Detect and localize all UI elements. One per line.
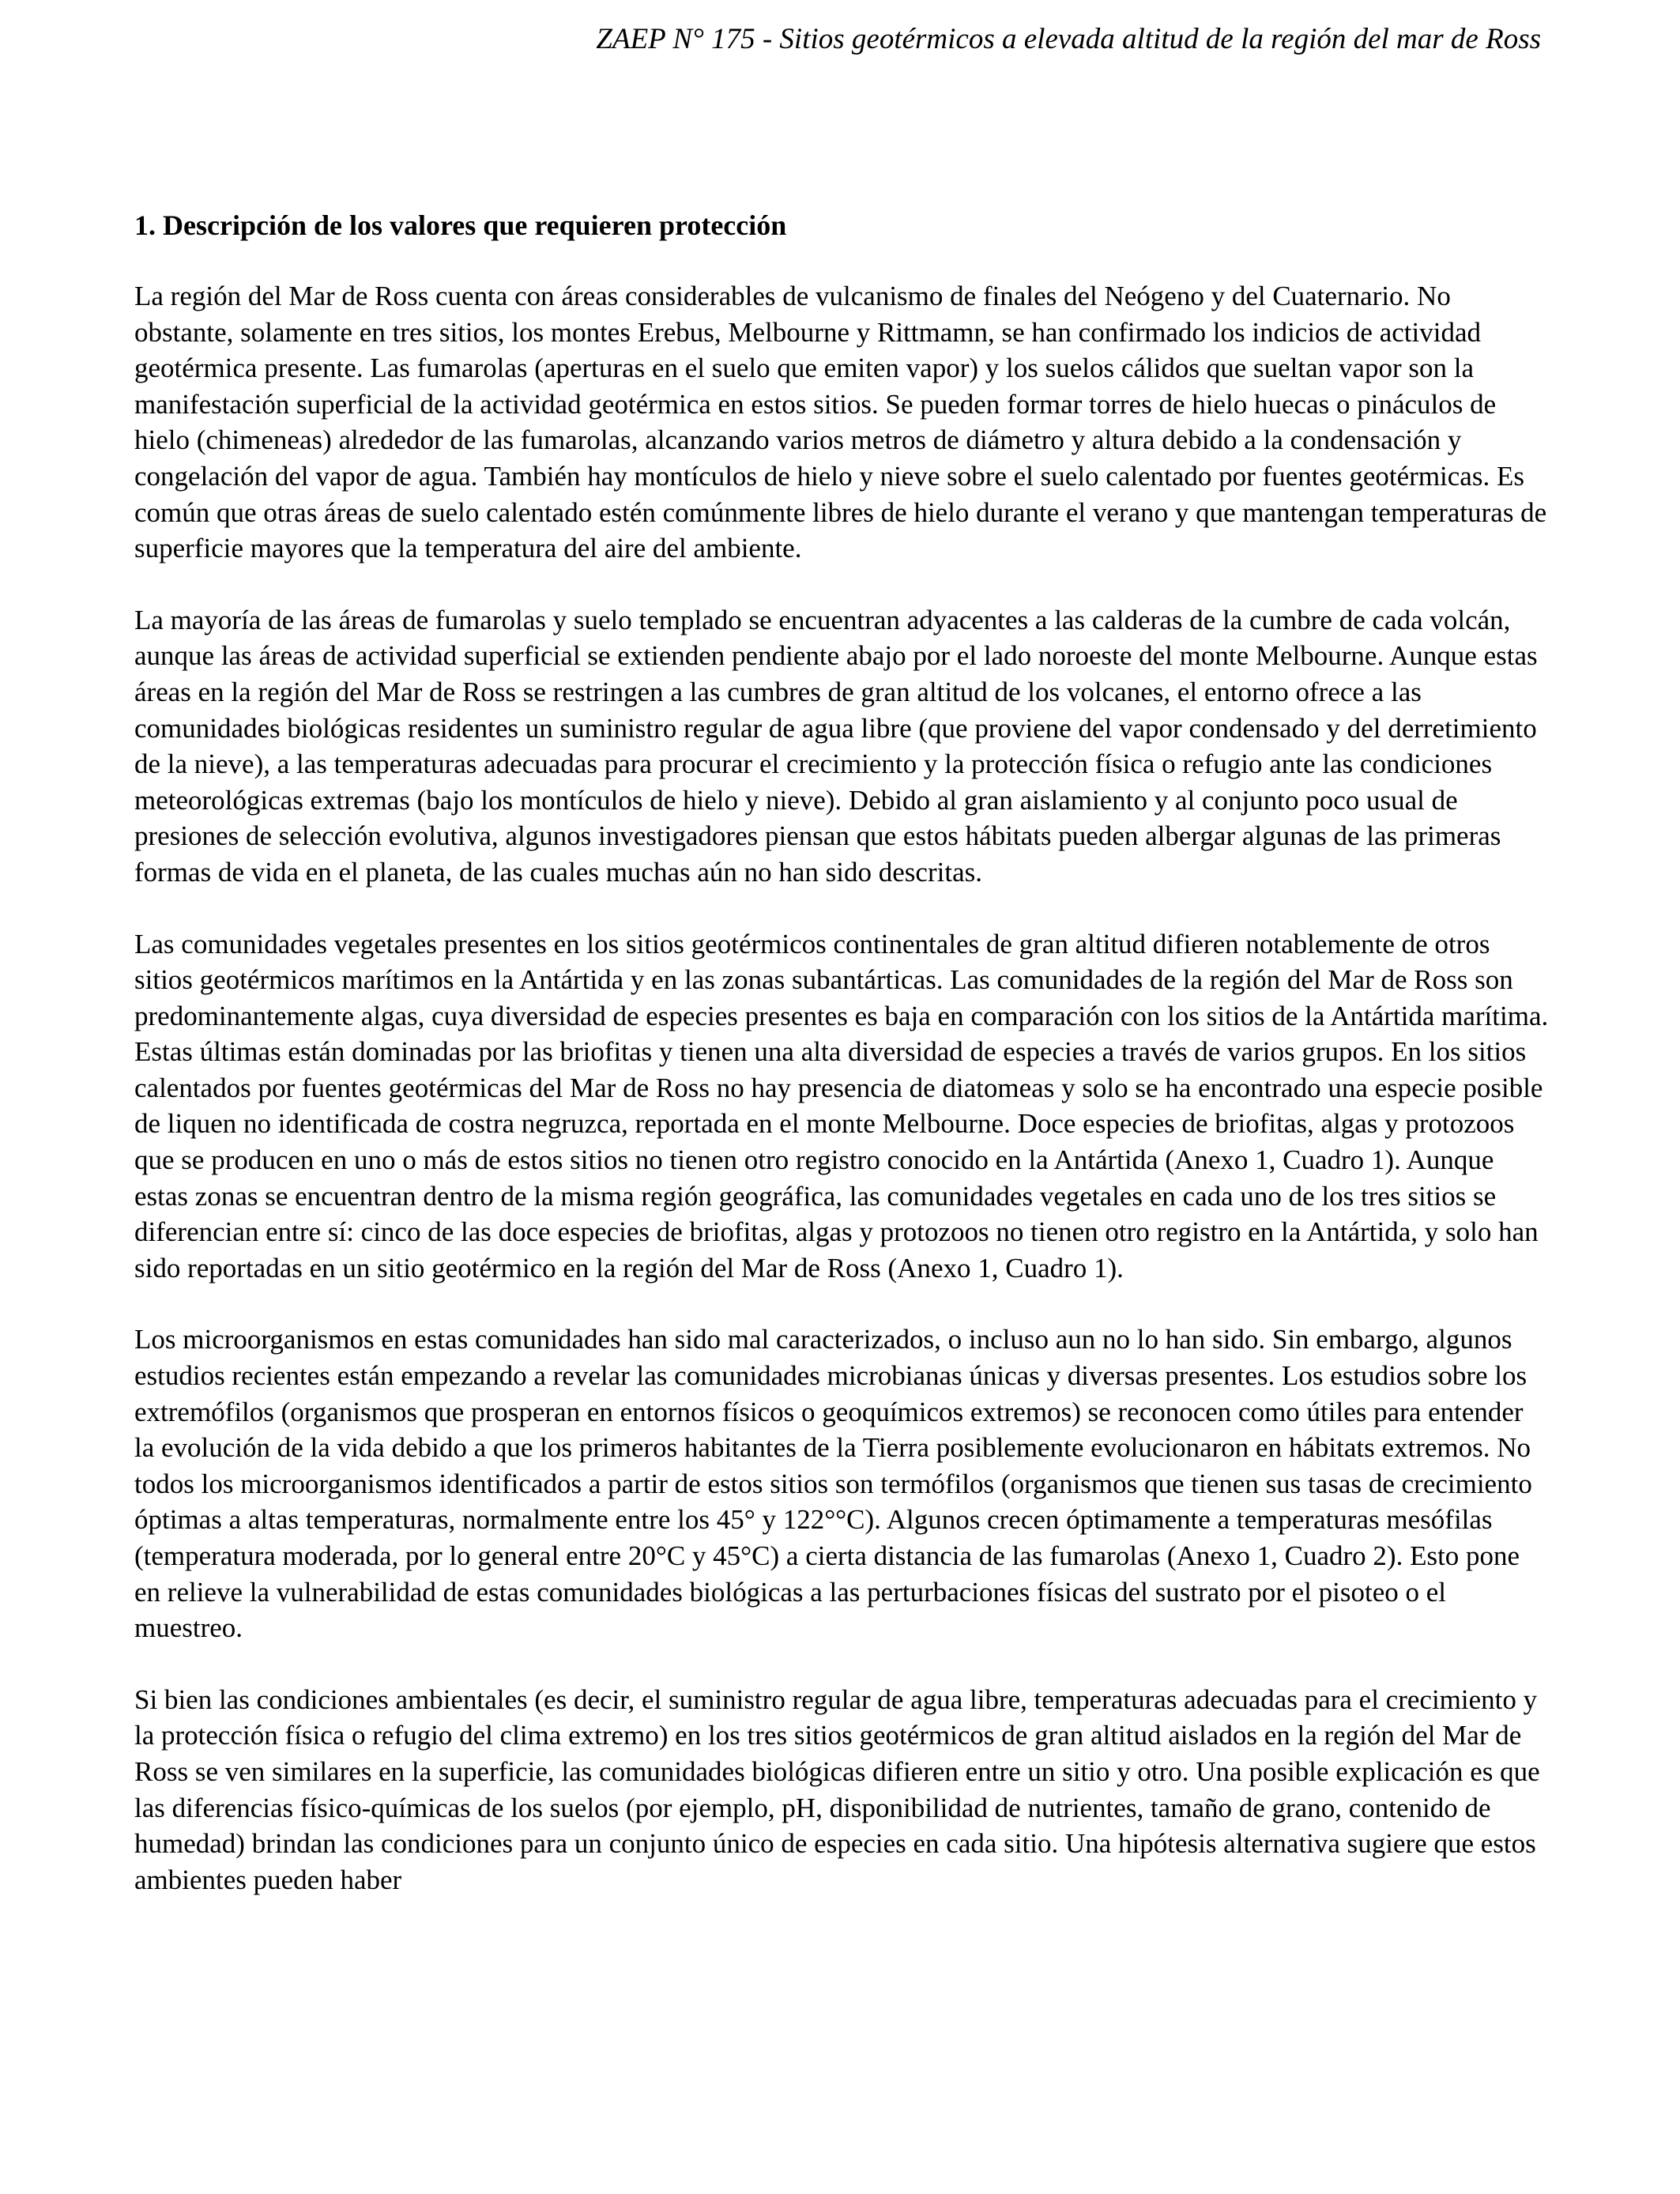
running-header: ZAEP N° 175 - Sitios geotérmicos a elevada altitud de la región del mar de Ross <box>596 23 1541 55</box>
section-heading: 1. Descripción de los valores que requieren protección <box>134 209 787 241</box>
section-body <box>134 207 1549 1933</box>
paragraph: La mayoría de las áreas de fumarolas y suelo templado se encuentran adyacentes a las calderas de la cumbre de cada volcán, aunque las áreas de actividad superficial se extienden pendiente abajo por el lado noroeste del monte Melbourne. Aunque estas áreas en la región del Mar de Ross se restringen a las cumbres de gran altitud de los volcanes, el entorno ofrece a las comunidades biológicas residentes un suministro regular de agua libre (que proviene del vapor condensado y del derretimiento de la nieve), a las temperaturas adecuadas para procurar el crecimiento y la protección física o refugio ante las condiciones meteorológicas extremas (bajo los montículos de hielo y nieve). Debido al gran aislamiento y al conjunto poco usual de presiones de selección evolutiva, algunos investigadores piensan que estos hábitats pueden albergar algunas de las primeras formas de vida en el planeta, de las cuales muchas aún no han sido descritas. <box>134 604 1538 888</box>
paragraph: Los microorganismos en estas comunidades han sido mal caracterizados, o incluso aun no lo han sido. Sin embargo, algunos estudios recientes están empezando a revelar las comunidades microbianas únicas y diversas presentes. Los estudios sobre los extremófilos (organismos que prosperan en entornos físicos o geoquímicos extremos) se reconocen como útiles para entender la evolución de la vida debido a que los primeros habitantes de la Tierra posiblemente evolucionaron en hábitats extremos. No todos los microorganismos identificados a partir de estos sitios son termófilos (organismos que tienen sus tasas de crecimiento óptimas a altas temperaturas, normalmente entre los 45° y 122°°C). Algunos crecen óptimamente a temperaturas mesófilas (temperatura moderada, por lo general entre 20°C y 45°C) a cierta distancia de las fumarolas (Anexo 1, Cuadro 2). Esto pone en relieve la vulnerabilidad de estas comunidades biológicas a las perturbaciones físicas del sustrato por el pisoteo o el muestreo. <box>134 1324 1532 1644</box>
paragraph: Las comunidades vegetales presentes en los sitios geotérmicos continentales de gran altitud difieren notablemente de otros sitios geotérmicos marítimos en la Antártida y en las zonas subantárticas. Las comunidades de la región del Mar de Ross son predominantemente algas, cuya diversidad de especies presentes es baja en comparación con los sitios de la Antártida marítima. Estas últimas están dominadas por las briofitas y tienen una alta diversidad de especies a través de varios grupos. En los sitios calentados por fuentes geotérmicas del Mar de Ross no hay presencia de diatomeas y solo se ha encontrado una especie posible de liquen no identificada de costra negruzca, reportada en el monte Melbourne. Doce especies de briofitas, algas y protozoos que se producen en uno o más de estos sitios no tienen otro registro conocido en la Antártida (Anexo 1, Cuadro 1). Aunque estas zonas se encuentran dentro de la misma región geográfica, las comunidades vegetales en cada uno de los tres sitios se diferencian entre sí: cinco de las doce especies de briofitas, algas y protozoos no tienen otro registro en la Antártida, y solo han sido reportadas en un sitio geotérmico en la región del Mar de Ross (Anexo 1, Cuadro 1). <box>134 928 1549 1284</box>
paragraph: La región del Mar de Ross cuenta con áreas considerables de vulcanismo de finales del Neógeno y del Cuaternario. No obstante, solamente en tres sitios, los montes Erebus, Melbourne y Rittmamn, se han confirmado los indicios de actividad geotérmica presente. Las fumarolas (aperturas en el suelo que emiten vapor) y los suelos cálidos que sueltan vapor son la manifestación superficial de la actividad geotérmica en estos sitios. Se pueden formar torres de hielo huecas o pináculos de hielo (chimeneas) alrededor de las fumarolas, alcanzando varios metros de diámetro y altura debido a la condensación y congelación del vapor de agua. También hay montículos de hielo y nieve sobre el suelo calentado por fuentes geotérmicas. Es común que otras áreas de suelo calentado estén comúnmente libres de hielo durante el verano y que mantengan temperaturas de superficie mayores que la temperatura del aire del ambiente. <box>134 281 1547 564</box>
paragraph: Si bien las condiciones ambientales (es decir, el suministro regular de agua libre, temperaturas adecuadas para el crecimiento y la protección física o refugio del clima extremo) en los tres sitios geotérmicos de gran altitud aislados en la región del Mar de Ross se ven similares en la superficie, las comunidades biológicas difieren entre un sitio y otro. Una posible explicación es que las diferencias físico-químicas de los suelos (por ejemplo, pH, disponibilidad de nutrientes, tamaño de grano, contenido de humedad) brindan las condiciones para un conjunto único de especies en cada sitio. Una hipótesis alternativa sugiere que estos ambientes pueden haber <box>134 1683 1540 1895</box>
